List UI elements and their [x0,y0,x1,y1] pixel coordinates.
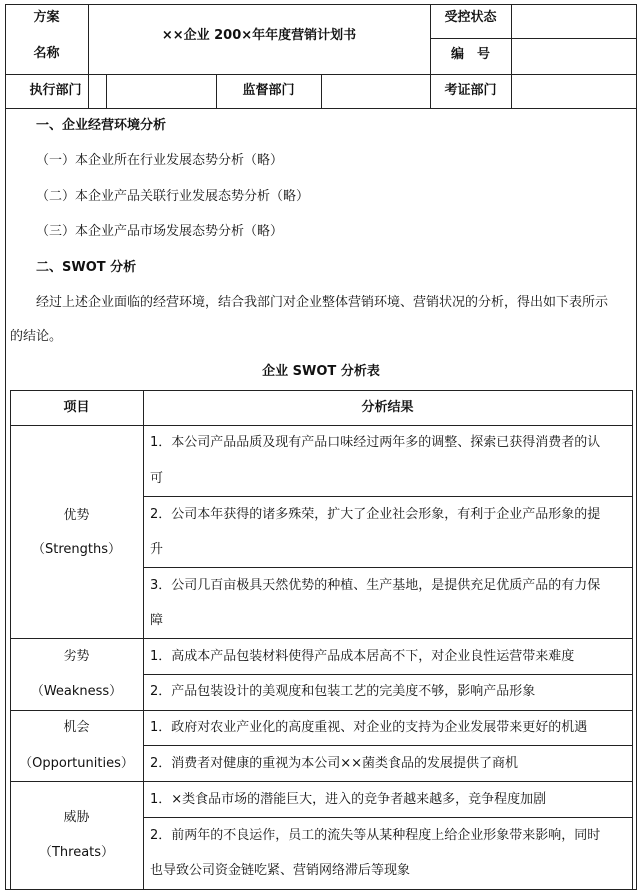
header-divider [321,74,322,108]
table-title: 企业 SWOT 分析表 [262,364,380,379]
control-status-label: 受控状态 [444,10,497,25]
number-label: 编 号 [450,47,490,62]
header-divider [511,4,512,108]
column-header: 项目 [63,400,90,415]
section-heading: 一、企业经营环境分析 [36,118,167,133]
paragraph-line: 经过上述企业面临的经营环境，结合我部门对企业整体营销环境、营销状况的分析，得出如下表所示 [36,295,609,310]
swot-category: 优势 [63,508,90,523]
table-border [143,745,632,746]
header-divider [106,74,107,108]
swot-item: 升 [150,542,164,557]
table-border [143,496,632,497]
table-border [10,390,632,391]
table-border [10,781,632,782]
swot-item: 2．消费者对健康的重视为本公司××菌类食品的发展提供了商机 [150,756,519,771]
swot-item: 可 [150,471,164,486]
swot-category-en: （Weakness） [30,684,123,699]
swot-category: 劣势 [63,649,90,664]
paragraph-line: 的结论。 [10,329,63,344]
scheme-label: 方案 [33,10,60,25]
swot-item: 1．本公司产品品质及现有产品口味经过两年多的调整、探索已获得消费者的认 [150,435,601,450]
list-item: （一）本企业所在行业发展态势分析（略） [36,153,284,168]
supervise-dept-label: 监督部门 [242,83,295,98]
section-heading: 二、SWOT 分析 [36,260,137,275]
table-border [143,567,632,568]
list-item: （二）本企业产品关联行业发展态势分析（略） [36,189,310,204]
swot-category-en: （Strengths） [31,542,121,557]
swot-category-en: （Threats） [38,845,115,860]
swot-item: 障 [150,613,164,628]
list-item: （三）本企业产品市场发展态势分析（略） [36,224,284,239]
swot-category: 机会 [63,720,90,735]
header-divider [5,108,637,109]
column-header: 分析结果 [361,400,414,415]
table-border [10,638,632,639]
swot-category: 威胁 [63,810,90,825]
table-border [10,425,632,426]
swot-item: 2．公司本年获得的诸多殊荣，扩大了企业社会形象，有利于企业产品形象的提 [150,507,601,522]
exec-dept-label: 执行部门 [29,83,82,98]
table-border [632,390,633,890]
swot-item: 也导致公司资金链吃紧、营销网络滞后等现象 [150,863,411,878]
swot-item: 1．×类食品市场的潜能巨大，进入的竞争者越来越多，竞争程度加剧 [150,792,547,807]
swot-item: 1．政府对农业产业化的高度重视、对企业的支持为企业发展带来更好的机遇 [150,720,588,735]
table-border [143,674,632,675]
header-divider [430,38,637,39]
swot-item: 3．公司几百亩极具天然优势的种植、生产基地，是提供充足优质产品的有力保 [150,578,601,593]
page-title: ××企业 200×年年度营销计划书 [161,28,357,43]
table-border [10,710,632,711]
scheme-label: 名称 [33,46,60,61]
swot-item: 2．产品包装设计的美观度和包装工艺的完美度不够，影响产品形象 [150,684,536,699]
swot-item: 1．高成本产品包装材料使得产品成本居高不下，对企业良性运营带来难度 [150,649,575,664]
verify-dept-label: 考证部门 [444,83,497,98]
swot-category-en: （Opportunities） [19,756,134,771]
table-border [143,390,144,890]
table-border [143,817,632,818]
swot-item: 2．前两年的不良运作，员工的流失等从某种程度上给企业形象带来影响，同时 [150,828,601,843]
